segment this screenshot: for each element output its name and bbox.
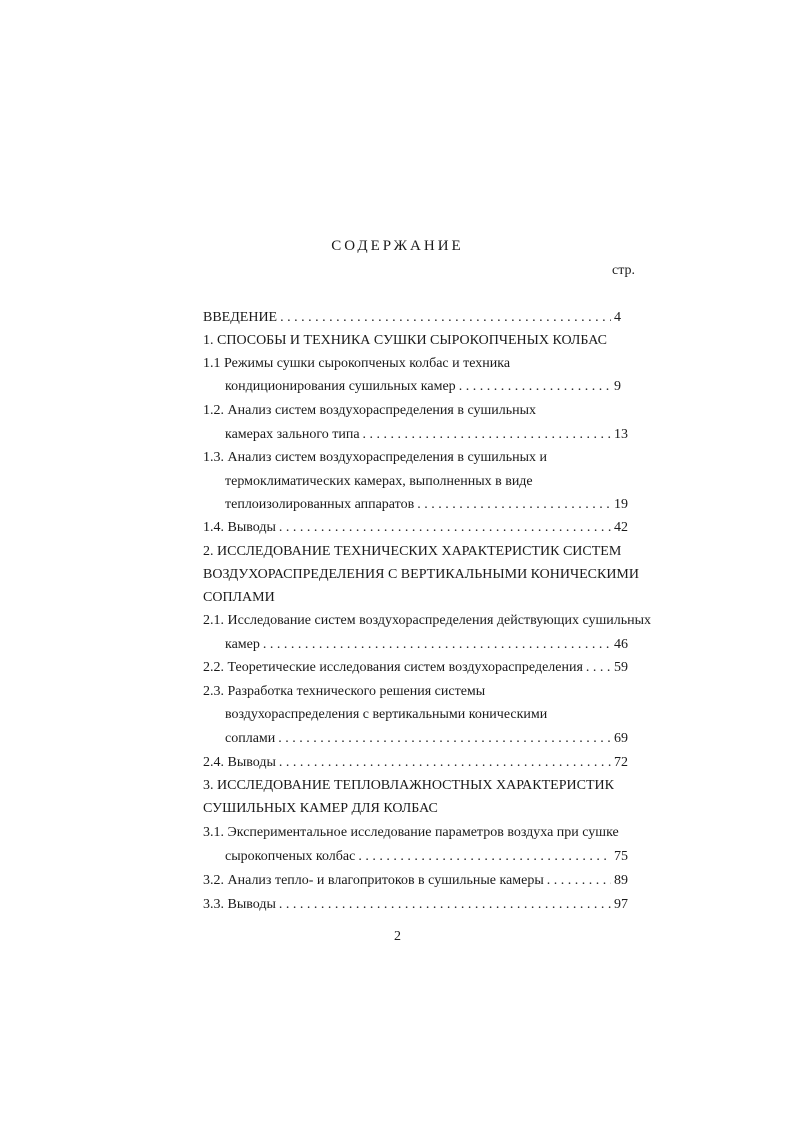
toc-page-number: 59 [614,660,628,675]
toc-page-number: 75 [614,849,628,864]
toc-entry-text: кондиционирования сушильных камер [225,379,456,394]
toc-leader-dots [363,427,611,443]
toc-leader-dots [358,849,611,865]
toc-page-number: 97 [614,897,628,912]
toc-section-text: воздухораспределения с вертикальными коническими [225,707,548,722]
toc-entry-text: 2.4. Выводы [203,755,276,770]
toc-page-number: 13 [614,427,628,442]
toc-leader-dots [547,873,611,889]
toc-entry-2-3 [225,731,628,747]
toc-entry-text: камерах зального типа [225,427,360,442]
toc-chapter-heading: СОПЛАМИ [203,590,275,605]
toc-chapter-heading: 1. СПОСОБЫ И ТЕХНИКА СУШКИ СЫРОКОПЧЕНЫХ КОЛБАС [203,333,607,348]
toc-chapter-heading: ВОЗДУХОРАСПРЕДЕЛЕНИЯ С ВЕРТИКАЛЬНЫМИ КОНИЧЕСКИМИ [203,567,639,582]
toc-section-text: 1.1 Режимы сушки сырокопченых колбас и техника [203,356,511,371]
toc-leader-dots [278,731,611,747]
toc-chapter-heading: СУШИЛЬНЫХ КАМЕР ДЛЯ КОЛБАС [203,801,438,816]
toc-entry-2-1 [225,637,628,653]
toc-leader-dots [417,497,611,513]
toc-entry-text: 3.3. Выводы [203,897,276,912]
page-column-label: стр. [612,263,636,278]
toc-page-number: 19 [614,497,628,512]
toc-entry-text: соплами [225,731,276,746]
toc-chapter-heading: 2. ИССЛЕДОВАНИЕ ТЕХНИЧЕСКИХ ХАРАКТЕРИСТИК СИСТЕМ [203,544,622,559]
toc-entry-1-2 [225,427,628,443]
toc-leader-dots [279,897,611,913]
toc-section-text: термоклиматических камерах, выполненных в виде [225,474,533,489]
page-title: СОДЕРЖАНИЕ [331,238,464,254]
toc-page-number: 9 [614,379,621,394]
toc-page-number: 89 [614,873,628,888]
toc-entry-text: сырокопченых колбас [225,849,356,864]
toc-entry-text: 3.2. Анализ тепло- и влагопритоков в сушильные камеры [203,873,544,888]
toc-entry-3-3 [203,897,628,913]
toc-leader-dots [279,520,611,536]
toc-leader-dots [459,379,611,395]
toc-leader-dots [280,310,611,326]
toc-entry-2-2 [203,660,628,676]
toc-page-number: 46 [614,637,628,652]
toc-entry-1-3 [225,497,628,513]
toc-section-text: 2.3. Разработка технического решения системы [203,684,486,699]
toc-entry-3-2 [203,873,628,889]
toc-leader-dots [586,660,611,676]
toc-entry-1-1 [225,379,621,395]
toc-page-number: 4 [614,310,621,325]
toc-section-text: 2.1. Исследование систем воздухораспределения действующих сушильных [203,613,652,628]
toc-entry-2-4 [203,755,628,771]
toc-entry-3-1 [225,849,628,865]
toc-section-text: 3.1. Экспериментальное исследование параметров воздуха при сушке [203,825,619,840]
toc-entry-1-4 [203,520,628,536]
toc-entry-intro [203,310,621,326]
toc-page-number: 72 [614,755,628,770]
toc-entry-text: теплоизолированных аппаратов [225,497,415,512]
toc-section-text: 1.2. Анализ систем воздухораспределения в сушильных [203,403,537,418]
footer-page-number: 2 [394,929,401,944]
toc-entry-text: камер [225,637,260,652]
toc-chapter-heading: 3. ИССЛЕДОВАНИЕ ТЕПЛОВЛАЖНОСТНЫХ ХАРАКТЕРИСТИК [203,778,614,793]
toc-entry-text: ВВЕДЕНИЕ [203,310,278,325]
toc-page-number: 42 [614,520,628,535]
toc-section-text: 1.3. Анализ систем воздухораспределения в сушильных и [203,450,548,465]
toc-leader-dots [263,637,611,653]
toc-entry-text: 1.4. Выводы [203,520,276,535]
toc-leader-dots [279,755,611,771]
toc-page-number: 69 [614,731,628,746]
toc-entry-text: 2.2. Теоретические исследования систем воздухораспределения [203,660,583,675]
